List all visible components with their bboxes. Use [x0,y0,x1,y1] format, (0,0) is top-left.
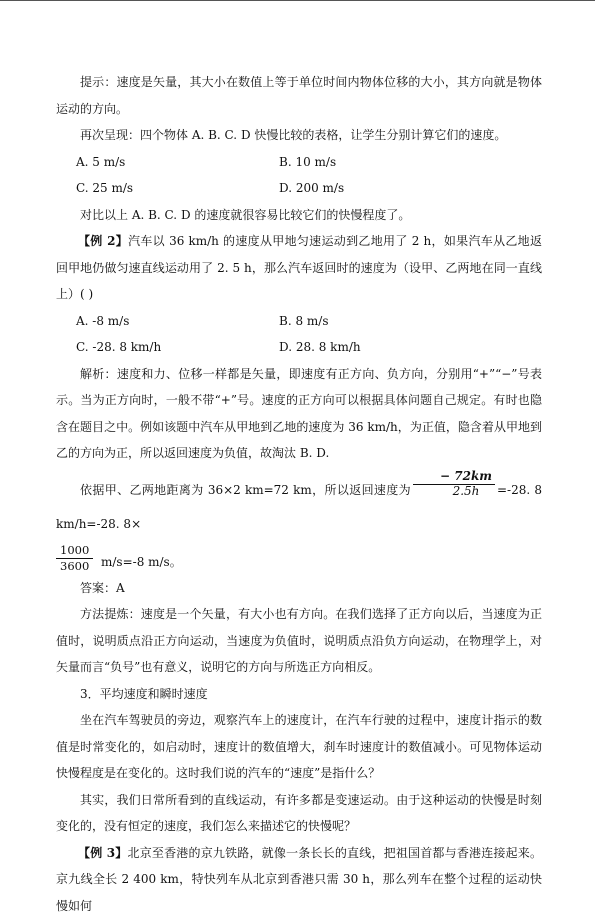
options-row-3 [76,308,542,335]
answer-paragraph: 答案：A [56,575,542,602]
fraction-denominator: 2.5h [413,485,495,498]
option-d: D. 28. 8 km/h [279,334,361,361]
options-row-2 [76,175,542,202]
option-c: C. -28. 8 km/h [76,334,161,361]
replay-paragraph: 再次呈现：四个物体 A. B. C. D 快慢比较的表格，让学生分别计算它们的速度。 [56,122,542,149]
options-row-4 [76,334,542,361]
option-b: B. 10 m/s [279,149,336,176]
option-c: C. 25 m/s [76,175,133,202]
fraction-speed [413,470,495,497]
section-heading: 3．平均速度和瞬时速度 [56,681,542,708]
method-paragraph: 方法提炼：速度是一个矢量，有大小也有方向。在我们选择了正方向以后，当速度为正值时，说明质点沿正方向运动，当速度为负值时，说明质点沿负方向运动，在物理学上，对矢量而言“负号”也有意义，说明它的方向与所选正方向相反。 [56,601,542,681]
fraction-numerator: 1000 [56,543,93,559]
calc-end: m/s=-8 m/s。 [101,549,182,576]
option-a: A. 5 m/s [76,149,125,176]
example-2 [56,228,542,308]
calc-line [56,473,542,541]
example-2-tag: 【例 2】 [78,234,128,248]
hint-paragraph: 提示：速度是矢量，其大小在数值上等于单位时间内物体位移的大小，其方向就是物体运动的方向。 [56,69,542,122]
compare-paragraph: 对比以上 A. B. C. D 的速度就很容易比较它们的快慢程度了。 [56,202,542,229]
option-b: B. 8 m/s [279,308,328,335]
options-row-1 [76,149,542,176]
fraction-convert [56,543,93,574]
option-a: A. -8 m/s [76,308,129,335]
example-3 [56,840,542,919]
option-d: D. 200 m/s [279,175,344,202]
top-border [0,0,595,1]
driver-paragraph: 坐在汽车驾驶员的旁边，观察汽车上的速度计，在汽车行驶的过程中，速度计指示的数值是时常变化的，如启动时，速度计的数值增大，刹车时速度计的数值减小。可见物体运动快慢程度是在变化的。这时我们说的汽车的“速度”是指什么？ [56,707,542,787]
indeed-paragraph: 其实，我们日常所看到的直线运动，有许多都是变速运动。由于这种运动的快慢是时刻变化的，没有恒定的速度，我们怎么来描述它的快慢呢？ [56,787,542,840]
analysis-paragraph: 解析：速度和力、位移一样都是矢量，即速度有正方向、负方向，分别用“+”“−”号表示。当为正方向时，一般不带“+”号。速度的正方向可以根据具体问题自己规定。有时也隐含在题目之中。例如该题中汽车从甲地到乙地的速度为 36 km/h，为正值，隐含着从甲地到乙的方向为正，所以返回速度为负值，故淘汰 B. D. [56,361,542,467]
fraction-denominator: 3600 [56,559,93,574]
calc-pre: 依据甲、乙两地距离为 36×2 km=72 km，所以返回速度为 [80,483,411,497]
example-2-text: 汽车以 36 km/h 的速度从甲地匀速运动到乙地用了 2 h，如果汽车从乙地返回甲地仍做匀速直线运动用了 2. 5 h，那么汽车返回时的速度为（设甲、乙两地在同一直线上）( ) [56,234,542,301]
calc-post: =-28. 8 km/h=-28. 8× [56,483,542,531]
example-3-text: 北京至香港的京九铁路，就像一条长长的直线，把祖国首都与香港连接起来。京九线全长 2 400 km，特快列车从北京到香港只需 30 h，那么列车在整个过程的运动快慢如何 [56,846,542,913]
calc-line-2 [56,541,542,575]
document-body [56,69,542,919]
fraction-numerator: − 72km [413,470,495,484]
example-3-tag: 【例 3】 [78,846,128,860]
